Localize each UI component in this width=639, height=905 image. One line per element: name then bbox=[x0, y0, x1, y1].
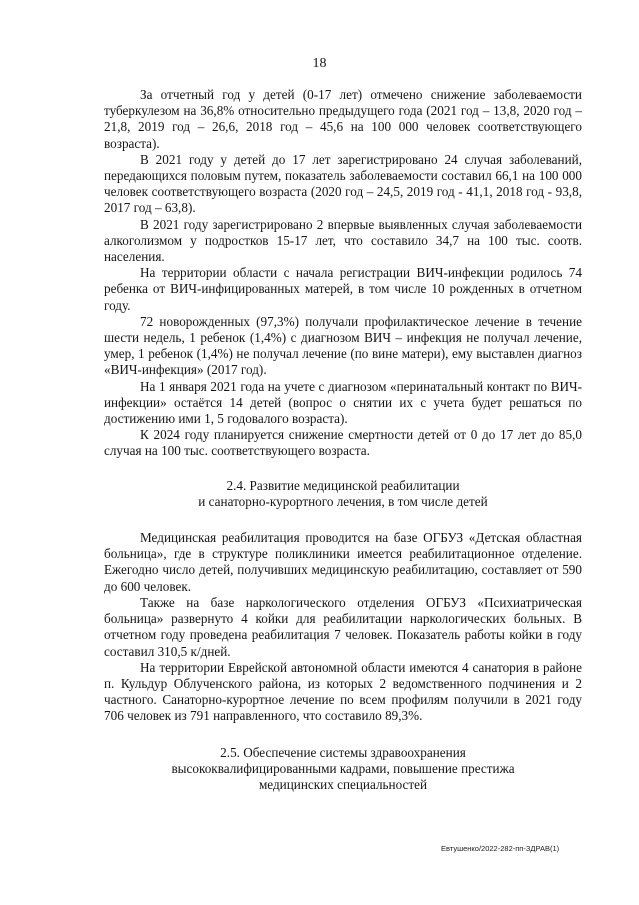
paragraph-hiv-births: На территории области с начала регистрации ВИЧ-инфекции родилось 74 ребенка от ВИЧ-инфицированных матерей, в том числе 10 рожденных в отчетном году. bbox=[104, 265, 582, 313]
heading-line: 2.5. Обеспечение системы здравоохранения bbox=[220, 744, 466, 760]
heading-line: медицинских специальностей bbox=[258, 776, 428, 792]
paragraph-rehab-narcology: Также на базе наркологического отделения ОГБУЗ «Психиатрическая больница» развернуто 4 койки для реабилитации наркологических больных. В отчетном году проведена реабилитация 7 человек. Показатель работы койки в году составил 310,5 к/дней. bbox=[104, 594, 582, 659]
paragraph-alcoholism: В 2021 году зарегистрировано 2 впервые выявленных случая заболеваемости алкоголизмом у подростков 15-17 лет, что составило 34,7 на 100 тыс. соотв. населения. bbox=[104, 216, 582, 265]
paragraph-hiv-newborns: 72 новорожденных (97,3%) получали профилактическое лечение в течение шести недель, 1 ребенок (1,4%) с диагнозом ВИЧ – инфекция не получал лечение, умер, 1 ребенок (1,4%) не получал лечение (по вине матери), ему выставлен диагноз «ВИЧ-инфекция» (2017 год). bbox=[104, 313, 582, 378]
footer-document-code: Евтушенко/2022-282-пп-ЗДРАВ(1) bbox=[441, 844, 560, 853]
section-heading-2-4 bbox=[104, 478, 582, 510]
paragraph-std: В 2021 году у детей до 17 лет зарегистрировано 24 случая заболеваний, передающихся половым путем, показатель заболеваемости составил 66,1 на 100 000 человек соответствующего возраста (2020 год – 24,5, 2019 год - 41,1, 2018 год - 93,8, 2017 год – 63,8). bbox=[104, 151, 582, 216]
paragraph-rehab-children: Медицинская реабилитация проводится на базе ОГБУЗ «Детская областная больница», где в структуре поликлиники имеется реабилитационное отделение. Ежегодно число детей, получивших медицинскую реабилитацию, составляет от 590 до 600 человек. bbox=[104, 530, 582, 594]
heading-line: и санаторно-курортного лечения, в том числе детей bbox=[198, 493, 488, 509]
paragraph-tuberculosis: За отчетный год у детей (0-17 лет) отмечено снижение заболеваемости туберкулезом на 36,8% относительно предыдущего года (2021 год – 13,8, 2020 год – 21,8, 2019 год – 26,6, 2018 год – 45,6 на 100 000 человек соответствующего возраста). bbox=[104, 87, 582, 151]
paragraph-sanatoriums: На территории Еврейской автономной области имеются 4 санатория в районе п. Кульдур Облученского района, из которых 2 ведомственного подчинения и 2 частного. Санаторно-курортное лечение по всем профилям получили в 2021 году 706 человек из 791 направленного, что составило 89,3%. bbox=[104, 659, 582, 724]
page-number: 18 bbox=[312, 56, 327, 71]
section-heading-2-5 bbox=[104, 745, 582, 794]
document-body bbox=[104, 87, 582, 793]
heading-line: 2.4. Развитие медицинской реабилитации bbox=[226, 477, 460, 493]
heading-line: высококвалифицированными кадрами, повышение престижа bbox=[171, 760, 515, 776]
paragraph-mortality-goal: К 2024 году планируется снижение смертности детей от 0 до 17 лет до 85,0 случая на 100 тыс. соответствующего возраста. bbox=[104, 427, 582, 459]
paragraph-perinatal-contact: На 1 января 2021 года на учете с диагнозом «перинатальный контакт по ВИЧ-инфекции» остаётся 14 детей (вопрос о снятии их с учета будет решаться по достижению ими 1, 5 годовалого возраста). bbox=[104, 378, 582, 427]
